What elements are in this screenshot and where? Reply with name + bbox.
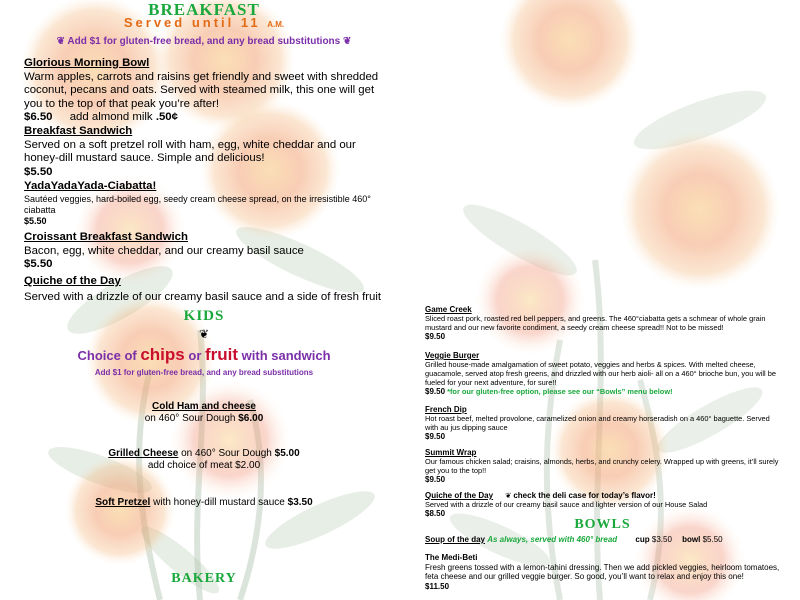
menu-item-yadayadayada-ciabatta xyxy=(24,180,384,227)
kids-choice-line xyxy=(24,345,384,365)
item-detail: with honey-dill mustard sauce xyxy=(153,497,285,508)
item-price: $5.50 xyxy=(24,215,47,226)
item-name: Breakfast Sandwich xyxy=(24,125,133,137)
item-description: Bacon, egg, white cheddar, and our creamy basil sauce xyxy=(24,244,304,257)
item-name: Quiche of the Day xyxy=(425,491,494,500)
item-price: $3.50 xyxy=(287,497,313,508)
item-price: $8.50 xyxy=(425,509,446,518)
choice-fruit: fruit xyxy=(205,345,239,364)
item-name: Game Creek xyxy=(425,305,472,314)
soup-name: Soup of the day xyxy=(425,535,485,544)
item-callout: check the deli case for today’s flavor! xyxy=(513,491,656,500)
bakery-title: BAKERY xyxy=(171,571,237,586)
item-name: Grilled Cheese xyxy=(108,448,179,459)
cup-label: cup xyxy=(635,535,650,544)
item-detail: on 460° Sour Dough xyxy=(181,448,272,459)
choice-or: or xyxy=(188,348,202,363)
served-until-note xyxy=(24,15,384,30)
item-name: Glorious Morning Bowl xyxy=(24,57,150,69)
choice-chips: chips xyxy=(140,345,185,364)
marigold-icon: ❦ xyxy=(56,36,65,47)
item-price: $9.50 xyxy=(425,332,446,341)
item-name: Soft Pretzel xyxy=(95,497,151,508)
item-name: The Medi-Beti xyxy=(425,553,478,562)
right-page-bottom xyxy=(425,0,780,600)
kids-item-cold-ham xyxy=(24,401,384,425)
item-description: Sautéed veggies, hard-boiled egg, seedy cream cheese spread, on the irresistible 460° ciabatta xyxy=(24,193,371,215)
kids-item-grilled-cheese xyxy=(24,448,384,472)
item-name: Cold Ham and cheese xyxy=(152,401,256,412)
choice-prefix: Choice of xyxy=(77,348,137,363)
item-name: French Dip xyxy=(425,405,467,414)
item-description: Sliced roast pork, roasted red bell peppers, and greens. The 460°ciabatta gets a schmear of whole grain mustard and our new favorite condiment, a seedy cream cheese spread!! Not to be missed! xyxy=(425,314,766,332)
item-description: Hot roast beef, melted provolone, caramelized onion and creamy horseradish on a 460° baguette. Served with au jus dipping sauce xyxy=(425,414,770,432)
item-detail: on 460° Sour Dough xyxy=(144,413,236,424)
cup-price: $3.50 xyxy=(651,535,672,544)
item-note: *for our gluten-free option, please see our “Bowls” menu below! xyxy=(447,387,673,396)
item-name: Veggie Burger xyxy=(425,351,480,360)
marigold-icon: ❦ xyxy=(198,327,210,341)
item-name: YadaYadaYada-Ciabatta! xyxy=(24,180,157,192)
item-price: $5.50 xyxy=(24,165,53,178)
item-price: $9.50 xyxy=(425,432,446,441)
item-name: Croissant Breakfast Sandwich xyxy=(24,231,188,243)
item-description: Fresh greens tossed with a lemon-tahini dressing. Then we add pickled veggies, heirloom tomatoes, feta cheese and our grilled veggie burger. So good, you’ll want to relax and enjoy this one! xyxy=(425,562,780,581)
marigold-icon: ❦ xyxy=(343,36,352,47)
breakfast-gf-note-text: Add $1 for gluten-free bread, and any bread substitutions xyxy=(67,36,341,47)
marigold-icon: ❦ xyxy=(505,491,512,500)
item-addon-price: .50¢ xyxy=(155,111,178,124)
kids-item-soft-pretzel xyxy=(24,497,384,509)
bowl-label: bowl xyxy=(682,535,701,544)
item-description: Grilled house-made amalgamation of sweet potato, veggies and herbs & spices. With melted cheese, guacamole, served atop fresh greens, and drizzled with our herb aioli- all on a 460° brioche bun, you will be fueled for your next adventure, for sure!! xyxy=(425,360,776,387)
item-price: $11.50 xyxy=(425,581,450,591)
menu-item-croissant-breakfast-sandwich xyxy=(24,231,384,272)
served-until-suffix: A.M. xyxy=(267,20,285,29)
served-until-text: Served until 11 xyxy=(123,15,261,30)
breakfast-gf-note xyxy=(24,36,384,47)
bowls-title: BOWLS xyxy=(574,517,631,532)
soup-of-the-day xyxy=(425,535,780,544)
bowl-price: $5.50 xyxy=(702,535,723,544)
soup-note: As always, served with 460° bread xyxy=(487,535,618,544)
item-price: $9.50 xyxy=(425,475,446,484)
breakfast-title: BREAKFAST xyxy=(148,0,260,19)
item-price: $9.50 xyxy=(425,387,446,396)
menu-item-glorious-morning-bowl xyxy=(24,57,384,125)
item-addon: add choice of meat $2.00 xyxy=(147,460,261,471)
item-price: $6.50 xyxy=(24,111,53,124)
item-price: $5.00 xyxy=(274,448,300,459)
item-description: Served with a drizzle of our creamy basil sauce and a side of fresh fruit xyxy=(24,290,382,303)
kids-title: KIDS xyxy=(183,308,225,324)
item-name: Quiche of the Day xyxy=(24,275,121,287)
choice-suffix: with sandwich xyxy=(241,348,331,363)
item-addon: add almond milk xyxy=(69,111,153,124)
item-name: Summit Wrap xyxy=(425,448,477,457)
item-description: Served with a drizzle of our creamy basil sauce and lighter version of our House Salad xyxy=(425,500,708,509)
menu-item-quiche-of-the-day xyxy=(24,275,384,304)
item-description: Our famous chicken salad; craisins, almonds, herbs, and crunchy celery. Wrapped up with greens, it’ll surely get you to the top!! xyxy=(425,457,779,475)
item-price: $5.50 xyxy=(24,258,53,271)
item-description: Warm apples, carrots and raisins get friendly and sweet with shredded coconut, pecans and oats. Served with steamed milk, this one will get you to the top of that peak you’re after! xyxy=(24,70,379,110)
kids-gf-note: Add $1 for gluten-free bread, and any bread substitutions xyxy=(94,368,314,377)
item-description: Served on a soft pretzel roll with ham, egg, white cheddar and our honey-dill mustard sauce. Simple and delicious! xyxy=(24,138,356,165)
menu-item-medi-beti xyxy=(425,553,780,591)
item-price: $6.00 xyxy=(238,413,264,424)
menu-item-breakfast-sandwich xyxy=(24,125,384,179)
